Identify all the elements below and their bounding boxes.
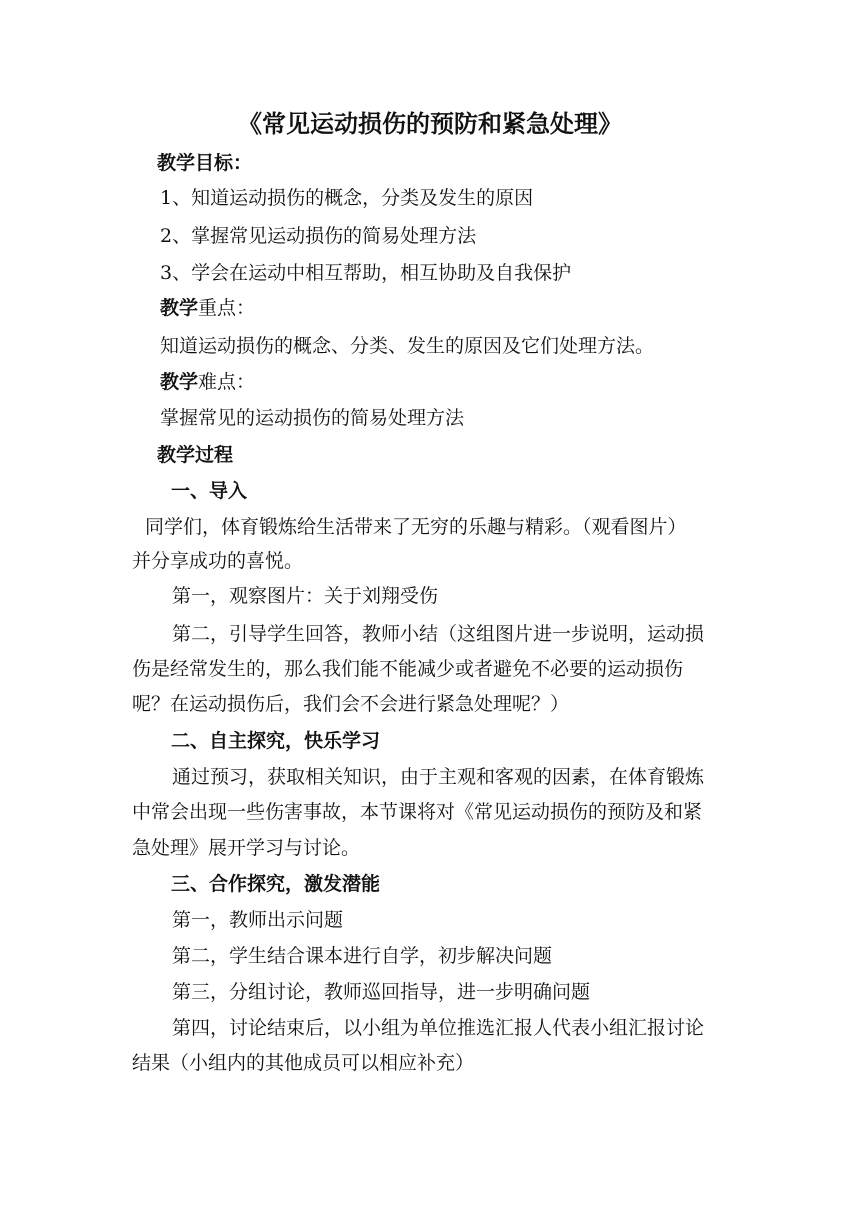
section3-step-2: 第二，学生结合课本进行自学，初步解决问题 [172, 945, 553, 967]
section2-paragraph-line-1: 通过预习，获取相关知识，由于主观和客观的因素，在体育锻炼 [172, 766, 705, 788]
section3-step-4-line-1: 第四，讨论结束后，以小组为单位推选汇报人代表小组汇报讨论 [172, 1017, 705, 1039]
section3-heading: 三、合作探究，激发潜能 [171, 873, 381, 895]
document-title: 《常见运动损伤的预防和紧急处理》 [238, 109, 622, 138]
difficulties-content: 掌握常见的运动损伤的简易处理方法 [160, 407, 465, 429]
section1-paragraph-line-2: 并分享成功的喜悦。 [132, 550, 304, 572]
process-heading: 教学过程 [157, 444, 234, 466]
key-points-heading [160, 296, 255, 320]
key-points-heading-rest: 重点： [198, 297, 256, 319]
difficulties-heading-bold: 教学 [160, 371, 199, 393]
section1-step-1: 第一，观察图片：关于刘翔受伤 [172, 585, 439, 607]
difficulties-heading [160, 370, 255, 394]
section1-heading: 一、导入 [171, 480, 248, 502]
key-points-heading-bold: 教学 [160, 297, 199, 319]
section2-paragraph-line-3: 急处理》展开学习与讨论。 [132, 837, 361, 859]
section2-heading: 二、自主探究，快乐学习 [171, 730, 381, 752]
section1-paragraph-line-1: 同学们，体育锻炼给生活带来了无穷的乐趣与精彩。（观看图片） [145, 516, 687, 538]
objective-item-3: 3、学会在运动中相互帮助，相互协助及自我保护 [160, 262, 572, 284]
objective-item-1: 1、知道运动损伤的概念，分类及发生的原因 [160, 187, 534, 209]
section2-paragraph-line-2: 中常会出现一些伤害事故，本节课将对《常见运动损伤的预防及和紧 [132, 801, 703, 823]
key-points-content: 知道运动损伤的概念、分类、发生的原因及它们处理方法。 [160, 335, 655, 357]
section3-step-1: 第一，教师出示问题 [172, 909, 344, 931]
objective-item-2: 2、掌握常见运动损伤的简易处理方法 [160, 225, 477, 247]
section1-step-2-line-2: 伤是经常发生的，那么我们能不能减少或者避免不必要的运动损伤 [132, 658, 684, 680]
objectives-heading: 教学目标： [157, 152, 253, 174]
difficulties-heading-rest: 难点： [198, 371, 256, 393]
section3-step-4-line-2: 结果（小组内的其他成员可以相应补充） [132, 1052, 475, 1074]
section1-step-2-line-3: 呢？在运动损伤后，我们会不会进行紧急处理呢？） [132, 693, 570, 715]
section3-step-3: 第三，分组讨论，教师巡回指导，进一步明确问题 [172, 981, 591, 1003]
section1-step-2-line-1: 第二，引导学生回答，教师小结（这组图片进一步说明，运动损 [172, 623, 705, 645]
